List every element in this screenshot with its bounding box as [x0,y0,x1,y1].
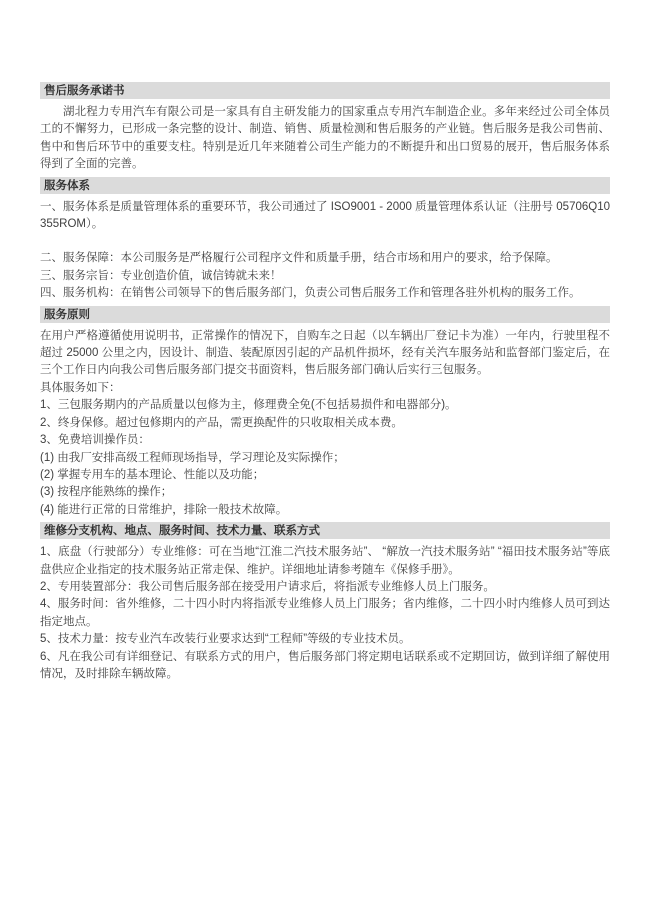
section-service-principles [40,306,610,519]
principles-list-intro: 具体服务如下： [40,381,121,394]
section-repair-branches [40,522,610,683]
repair-item-5: 5、技术力量：按专业汽车改装行业要求达到“工程师”等级的专业技术员。 [40,633,411,646]
section-service-system [40,177,610,303]
repair-item-2: 2、专用装置部分：我公司售后服务部在接受用户请求后，将指派专业维修人员上门服务。 [40,580,495,593]
service-system-item-3: 三、服务宗旨：专业创造价值，诚信铸就未来！ [40,269,282,282]
service-system-item-4: 四、服务机构：在销售公司领导下的售后服务部门，负责公司售后服务工作和管理各驻外机构的服务工作。 [40,287,581,300]
section-heading-bar: 售后服务承诺书 [40,82,610,99]
training-subitem-1: (1) 由我厂安排高级工程师现场指导，学习理论及实际操作； [40,451,345,464]
principles-item-2: 2、终身保修。超过包修期内的产品，需更换配件的只收取相关成本费。 [40,416,403,429]
training-subitem-3: (3) 按程序能熟练的操作； [40,486,173,499]
training-subitem-2: (2) 掌握专用车的基本理论、性能以及功能； [40,468,265,481]
commitment-paragraph: 湖北程力专用汽车有限公司是一家具有自主研发能力的国家重点专用汽车制造企业。多年来经过公司全体员工的不懈努力，已形成一条完整的设计、制造、销售、质量检测和售后服务的产业链。售后服务是我公司售前、售中和售后环节中的重要支柱。特别是近几年来随着公司生产能力的不断提升和出口贸易的展开，售后服务体系得到了全面的完善。 [40,106,610,171]
section-heading-bar: 服务体系 [40,177,610,194]
principles-item-3: 3、免费培训操作员： [40,434,150,447]
principles-item-1: 1、三包服务期内的产品质量以包修为主，修理费全免(不包括易损件和电器部分)。 [40,399,457,412]
training-subitem-4: (4) 能进行正常的日常维护，排除一般技术故障。 [40,503,288,516]
repair-item-1: 1、底盘（行驶部分）专业维修：可在当地“江淮二汽技术服务站”、 “解放一汽技术服务站” “福田技术服务站”等底盘供应企业指定的技术服务站正常走保、维护。详细地址请参考随车《保修手册》。 [40,546,610,576]
section-heading-bar: 维修分支机构、地点、服务时间、技术力量、联系方式 [40,522,610,539]
section-heading-bar: 服务原则 [40,306,610,323]
service-system-item-2: 二、服务保障：本公司服务是严格履行公司程序文件和质量手册，结合市场和用户的要求，给予保障。 [40,252,558,265]
repair-item-4: 4、服务时间：省外维修，二十四小时内将指派专业维修人员上门服务；省内维修，二十四小时内维修人员可到达指定地点。 [40,598,610,628]
service-system-item-1: 一、服务体系是质量管理体系的重要环节，我公司通过了 ISO9001 - 2000 质量管理体系认证（注册号 05706Q10355ROM）。 [40,200,610,231]
section-service-commitment [40,82,610,174]
repair-item-6: 6、凡在我公司有详细登记、有联系方式的用户，售后服务部门将定期电话联系或不定期回访，做到详细了解使用情况，及时排除车辆故障。 [40,650,610,680]
principles-paragraph: 在用户严格遵循使用说明书，正常操作的情况下，自购车之日起（以车辆出厂登记卡为准）一年内，行驶里程不超过 25000 公里之内，因设计、制造、装配原因引起的产品机件损坏，经有关汽车服务站和监督部门鉴定后，在三个工作日内向我公司售后服务部门提交书面资料，售后服务部门确认后实行三包服务。 [40,329,610,377]
blank-line [40,233,610,250]
